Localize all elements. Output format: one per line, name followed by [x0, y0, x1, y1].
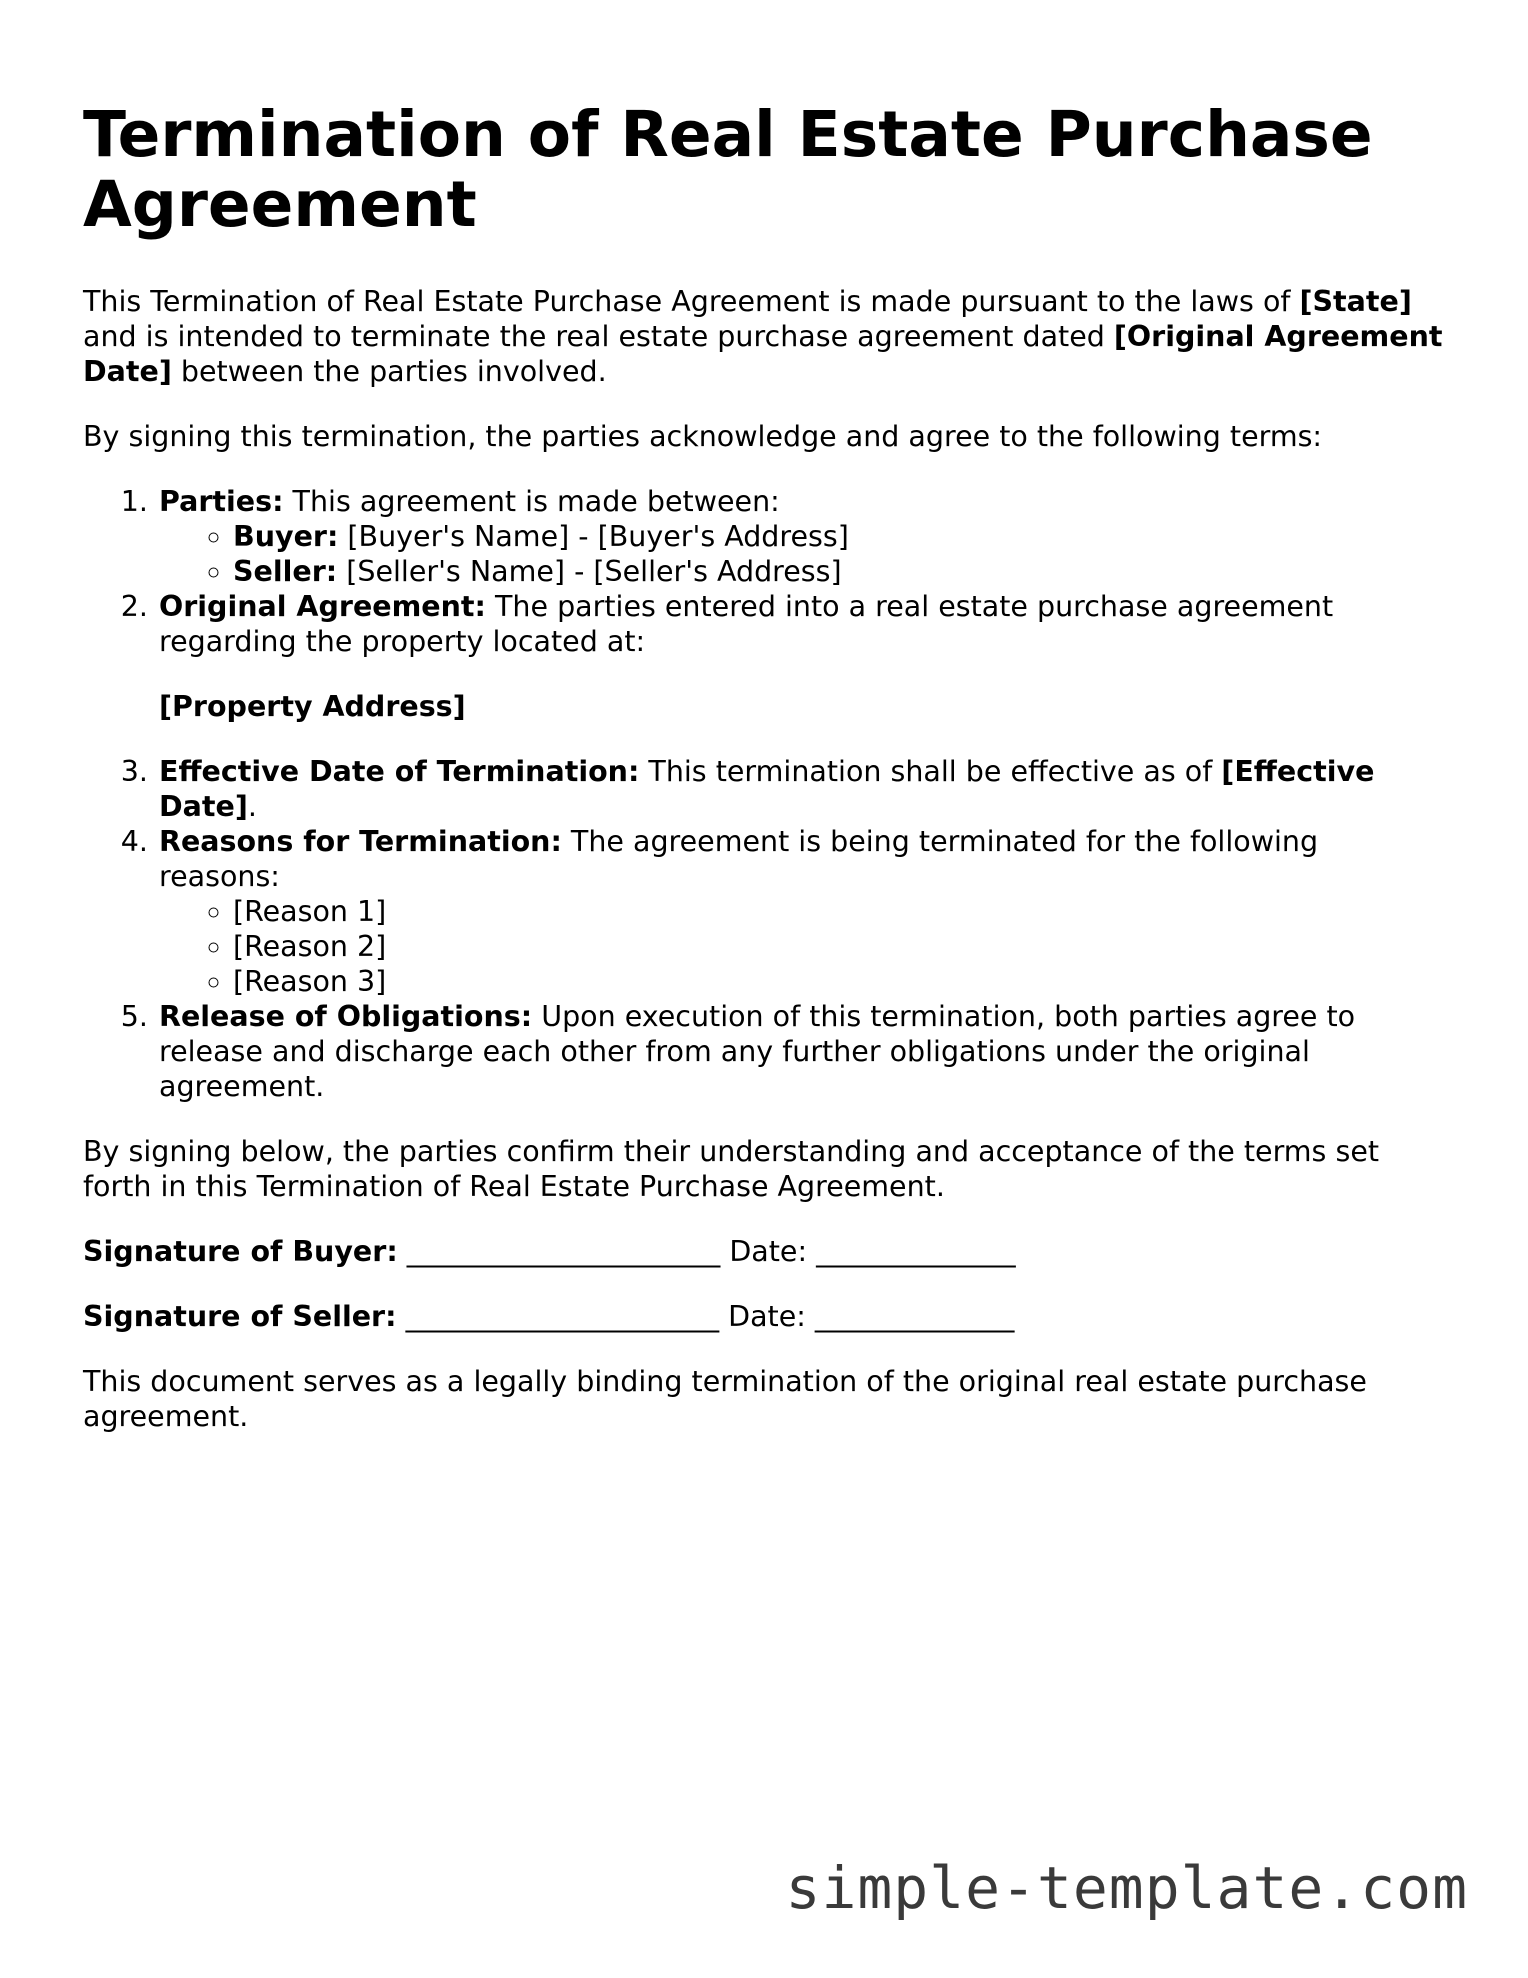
term-parties-label: Parties:	[159, 485, 284, 518]
intro-text-3: between the parties involved.	[171, 355, 607, 388]
buyer-label: Buyer:	[233, 520, 339, 553]
buyer-text: [Buyer's Name] - [Buyer's Address]	[338, 520, 849, 553]
closing-paragraph: This document serves as a legally binding termination of the original real estate purchase agreement.	[83, 1365, 1367, 1433]
term-parties-text: This agreement is made between:	[283, 485, 780, 518]
term-reasons	[157, 824, 1448, 999]
seller-signature-label: Signature of Seller:	[83, 1300, 397, 1333]
seller-label: Seller:	[233, 555, 338, 588]
buyer-signature-field[interactable]: ______________________	[397, 1235, 730, 1268]
seller-signature-line	[83, 1299, 1448, 1334]
term-reasons-label: Reasons for Termination:	[159, 825, 562, 858]
reason-item: ◦ [Reason 1]	[233, 894, 1448, 929]
intro-paragraph	[83, 284, 1448, 389]
seller-date-field[interactable]: ______________	[805, 1300, 1015, 1333]
reasons-sublist	[159, 894, 1448, 999]
buyer-date-label: Date:	[729, 1235, 808, 1268]
term-original-text: The parties entered into a real estate purchase agreement regarding the property located at:	[159, 590, 1334, 658]
property-address-placeholder: [Property Address]	[159, 690, 466, 723]
term-original-agreement	[157, 589, 1448, 724]
term-effective-label: Effective Date of Termination:	[159, 755, 640, 788]
buyer-signature-label: Signature of Buyer:	[83, 1235, 398, 1268]
term-original-label: Original Agreement:	[159, 590, 486, 623]
seller-signature-field[interactable]: ______________________	[396, 1300, 729, 1333]
original-date-placeholder: [Original Agreement Date]	[83, 320, 1443, 388]
confirm-paragraph: By signing below, the parties confirm their understanding and acceptance of the terms set forth in this Termination of Real Estate Purchase Agreement.	[83, 1135, 1380, 1203]
parties-sublist	[159, 519, 1448, 589]
acknowledge-paragraph: By signing this termination, the parties acknowledge and agree to the following terms:	[83, 420, 1323, 453]
effective-date-placeholder: [Effective Date]	[159, 755, 1375, 823]
term-release-text: Upon execution of this termination, both parties agree to release and discharge each other from any further obligations under the original agreement.	[159, 1000, 1356, 1103]
buyer-signature-line	[83, 1234, 1448, 1269]
buyer-item	[233, 519, 1448, 554]
document-title: Termination of Real Estate Purchase Agreement	[83, 98, 1373, 241]
state-placeholder: [State]	[1299, 285, 1412, 318]
document-page	[83, 100, 1448, 1464]
intro-text-2: and is intended to terminate the real estate purchase agreement dated	[83, 320, 1114, 353]
intro-text-1: This Termination of Real Estate Purchase Agreement is made pursuant to the laws of	[83, 285, 1300, 318]
term-effective-text: This termination shall be effective as of	[639, 755, 1222, 788]
watermark-text: simple-template.com	[785, 1854, 1468, 1922]
seller-item	[233, 554, 1448, 589]
term-reasons-text: The agreement is being terminated for the following reasons:	[159, 825, 1319, 893]
seller-date-label: Date:	[728, 1300, 806, 1333]
term-release	[157, 999, 1448, 1104]
buyer-date-field[interactable]: ______________	[807, 1235, 1016, 1268]
seller-text: [Seller's Name] - [Seller's Address]	[337, 555, 842, 588]
term-parties	[157, 484, 1448, 589]
terms-list	[83, 484, 1448, 1104]
term-effective-end: .	[247, 790, 257, 823]
reason-item: ◦ [Reason 3]	[233, 964, 1448, 999]
reason-item: ◦ [Reason 2]	[233, 929, 1448, 964]
term-effective-date	[157, 754, 1448, 824]
term-release-label: Release of Obligations:	[159, 1000, 533, 1033]
property-address	[159, 689, 1448, 724]
